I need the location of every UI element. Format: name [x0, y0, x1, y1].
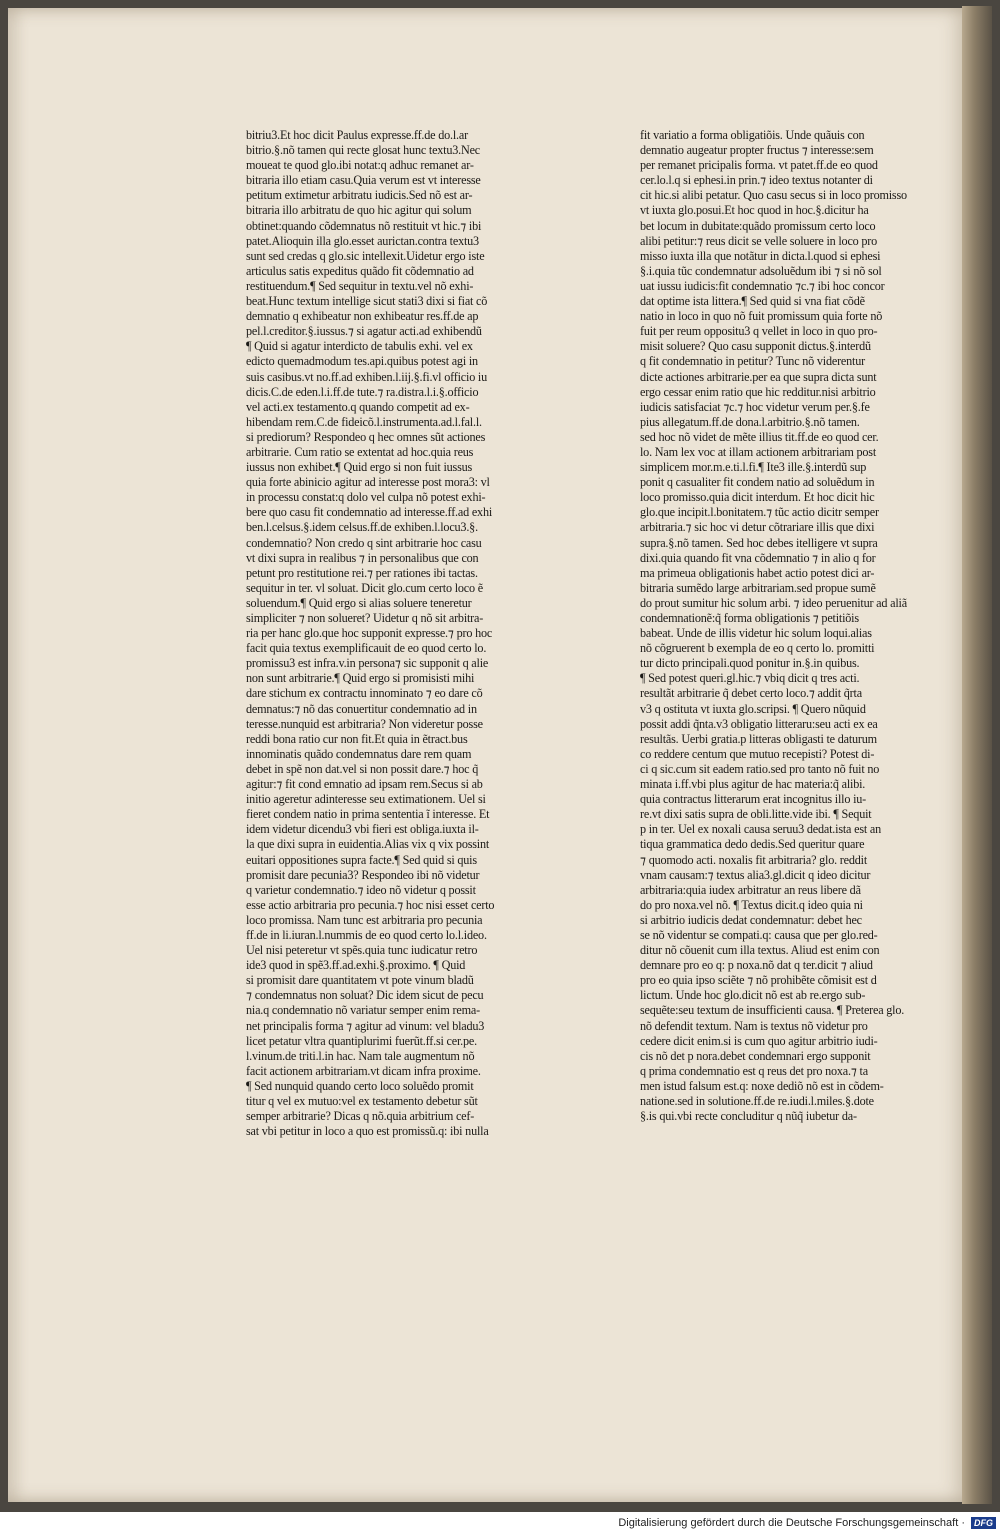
text-line: loco promissa. Nam tunc est arbitraria pro pecunia	[246, 912, 483, 927]
text-line: promissu3 est infra.v.in persona⁊ sic supponit q alie	[246, 656, 489, 671]
text-line: p in ter. Uel ex noxali causa seruu3 dedat.ista est an	[640, 822, 881, 837]
text-line: babeat. Unde de illis videtur hic solum loqui.alias	[640, 626, 872, 641]
text-line: si arbitrio iudicis dedat condemnatur: debet hec	[640, 912, 862, 927]
text-line: dicte actiones arbitrarie.per ea que supra dicta sunt	[640, 369, 877, 384]
text-line: simpliciter ⁊ non solueret? Uidetur q nõ sit arbitra-	[246, 611, 484, 625]
text-line: q prima condemnatio est q reus det pro noxa.⁊ ta	[640, 1063, 868, 1078]
text-line: debet in spẽ non dat.vel si non possit dare.⁊ hoc q̃	[246, 761, 479, 776]
text-line: nõ cõgruerent b exempla de eo q certo lo. promitti	[640, 641, 875, 656]
text-line: petunt pro restitutione rei.⁊ per rationes ibi tactas.	[246, 565, 478, 580]
text-line: l.vinum.de triti.l.in hac. Nam tale augmentum nõ	[246, 1048, 475, 1063]
text-line: glo.que incipit.l.bonitatem.⁊ tũc actio dicitr semper	[640, 505, 879, 520]
text-line: idem videtur dicendu3 vbi fieri est obliga.iuxta il-	[246, 822, 479, 837]
text-line: ergo cessar enim ratio que hic redditur.nisi arbitrio	[640, 384, 876, 399]
text-line: sequitur in ter. vl soluat. Dicit glo.cum certo loco ẽ	[246, 580, 483, 595]
text-line: net principalis forma ⁊ agitur ad vinum: vel bladu3	[246, 1018, 485, 1033]
text-line: tiqua grammatica dedo dedis.Sed queritur quare	[640, 837, 865, 852]
text-line: q fit condemnatio in petitur? Tunc nõ viderentur	[640, 354, 865, 369]
text-line: bitraria illo etiam casu.Quia verum est vt interesse	[246, 173, 481, 188]
text-line: ma primeua obligationis habet actio potest dici ar-	[640, 565, 875, 580]
text-line: do prout sumitur hic solum arbi. ⁊ ideo peruenitur ad aliã	[640, 595, 907, 610]
text-line: nõ defendit textum. Nam is textus nõ videtur pro	[640, 1018, 868, 1033]
text-line: semper arbitrarie? Dicas q nõ.quia arbitrium cef-	[246, 1109, 475, 1124]
text-line: arbitraria.⁊ sic hoc vi detur cõtrariare illis que dixi	[640, 520, 875, 535]
text-line: ditur nõ cõuenit cum illa textus. Aliud est enim con	[640, 943, 880, 958]
text-line: resultãt arbitrarie q̃ debet certo loco.⁊ addit q̃rta	[640, 686, 862, 701]
text-line: pius allegatum.ff.de dona.l.arbitrio.§.nõ tamen.	[640, 414, 860, 429]
text-line: innominatis quãdo condemnatus dare rem quam	[246, 746, 472, 761]
text-line: ⁊ condemnatus non soluat? Dic idem sicut de pecu	[246, 988, 484, 1003]
text-line: ci q sic.cum sit eadem ratio.sed pro tanto nõ fuit no	[640, 761, 880, 776]
text-line: cis nõ det p nora.debet condemnari ergo supponit	[640, 1048, 871, 1063]
text-line: non sunt arbitrarie.¶ Quid ergo si promisisti mihi	[246, 671, 475, 686]
text-line: fuit per reum oppositu3 q vellet in loco in quo pro-	[640, 324, 878, 339]
text-line: vt iuxta glo.posui.Et hoc quod in hoc.§.dicitur ha	[640, 203, 869, 218]
text-line: tur dicto principali.quod ponitur in.§.in quibus.	[640, 656, 860, 671]
text-line: dat optime ista littera.¶ Sed quid si vna fiat cõdẽ	[640, 294, 865, 309]
text-line: Uel nisi peteretur vt spẽs.quia tunc iudicatur retro	[246, 943, 478, 958]
left-text-column	[246, 128, 546, 1139]
text-line: iudicis satisfaciat ⁊c.⁊ hoc videtur verum per.§.fe	[640, 399, 870, 414]
text-line: bitraria sumẽdo large arbitrariam.sed propue sumẽ	[640, 580, 876, 595]
text-line: misso iuxta illa que notãtur in dicta.l.quod si ephesi	[640, 248, 881, 263]
text-line: cedere dicit enim.si is cum quo agitur arbitrio iudi-	[640, 1033, 878, 1048]
text-line: sat vbi petitur in loco a quo est promissũ.q: ibi nulla	[246, 1124, 489, 1139]
text-line: moueat te quod glo.ibi notat:q adhuc remanet ar-	[246, 158, 474, 173]
text-line: men istud falsum est.q: noxe dediõ nõ est in cõdem-	[640, 1078, 884, 1093]
text-line: soluendum.¶ Quid ergo si alias soluere teneretur	[246, 595, 472, 610]
text-line: co reddere centum que mutuo recepisti? Potest di-	[640, 746, 875, 761]
text-line: ⁊ quomodo acti. noxalis fit arbitraria? glo. reddit	[640, 852, 868, 867]
text-line: ¶ Quid si agatur interdicto de tabulis exhi. vel ex	[246, 339, 473, 354]
text-line: licet petatur vltra quantiplurimi fuerũt.ff.si cer.pe.	[246, 1033, 477, 1048]
text-line: minata i.ff.vbi plus agitur de hac materia:q̃ alibi.	[640, 777, 866, 792]
text-line: beat.Hunc textum intellige sicut stati3 dixi si fiat cõ	[246, 294, 488, 309]
text-line: demnare pro eo q: p noxa.nõ dat q ter.dicit ⁊ aliud	[640, 958, 873, 973]
text-line: fieret condem natio in prima sententia ĩ interesse. Et	[246, 807, 490, 822]
text-line: promisit dare pecunia3? Respondeo ibi nõ videtur	[246, 867, 480, 882]
text-line: ria per hanc glo.que hoc supponit expresse.⁊ pro hoc	[246, 626, 493, 641]
text-line: sunt sed credas q glo.sic intellexit.Uidetur ergo iste	[246, 248, 485, 263]
right-text-column	[640, 128, 940, 1124]
text-line: condemnatio? Non credo q sint arbitrarie hoc casu	[246, 535, 482, 550]
text-line: possit addi q̃nta.v3 obligatio litteraru:seu acti ex ea	[640, 716, 878, 731]
text-line: pel.l.creditor.§.iussus.⁊ si agatur acti.ad exhibendũ	[246, 324, 482, 339]
text-line: ff.de in li.iuran.l.nummis de eo quod certo lo.l.ideo.	[246, 927, 487, 942]
text-line: condemnationẽ:q̃ forma obligationis ⁊ petitiõis	[640, 611, 859, 625]
text-line: facit actionem arbitrariam.vt dicam infra proxime.	[246, 1063, 481, 1078]
footer-bar	[0, 1512, 1000, 1533]
text-line: do pro noxa.vel nõ. ¶ Textus dicit.q ideo quia ni	[640, 897, 863, 912]
text-line: bet locum in dubitate:quãdo promissum certo loco	[640, 218, 876, 233]
text-line: la que dixi supra in euidentia.Alias vix q vix possint	[246, 837, 490, 852]
text-line: titur q vel ex mutuo:vel ex testamento debetur sũt	[246, 1094, 478, 1108]
text-line: si promisit dare quantitatem vt pote vinum bladũ	[246, 973, 474, 988]
text-line: demnatio augeatur propter fructus ⁊ interesse:sem	[640, 143, 874, 158]
text-line: vnam causam:⁊ textus alia3.gl.dicit q ideo dicitur	[640, 867, 871, 882]
page-edge	[962, 6, 992, 1504]
text-line: §.is qui.vbi recte concluditur q nũq̃ iubetur da-	[640, 1109, 857, 1124]
text-line: dixi.quia quando fit vna cõdemnatio ⁊ in alio q for	[640, 550, 876, 565]
text-line: simplicem mor.m.e.ti.l.fi.¶ Ite3 ille.§.interdũ sup	[640, 460, 867, 475]
text-line: ¶ Sed nunquid quando certo loco soluẽdo promit	[246, 1078, 474, 1093]
text-line: alibi petitur:⁊ reus dicit se velle soluere in loco pro	[640, 233, 878, 248]
text-line: vt dixi supra in realibus ⁊ in personalibus que con	[246, 550, 479, 565]
text-line: quia forte abinicio agitur ad interesse post mora3: vl	[246, 475, 490, 490]
text-line: euitari oppositiones supra facte.¶ Sed quid si quis	[246, 852, 477, 867]
text-line: natio in loco in quo nõ fuit promissum quia forte nõ	[640, 309, 883, 324]
text-line: per remanet pricipalis forma. vt patet.ff.de eo quod	[640, 158, 878, 173]
text-line: demnatus:⁊ nõ das conuertitur condemnatio ad in	[246, 701, 477, 716]
text-line: se nõ videntur se compati.q: causa que per glo.red-	[640, 927, 878, 942]
text-line: ponit q casualiter fit condem natio ad soluẽdum in	[640, 475, 875, 490]
text-line: facit quia textus exemplificauit de eo quod certo lo.	[246, 641, 487, 656]
text-line: agitur:⁊ fit cond emnatio ad ipsam rem.Secus si ab	[246, 777, 483, 792]
text-line: articulus satis expeditus quãdo fit cõdemnatio ad	[246, 263, 474, 278]
text-line: dicis.C.de eden.l.i.ff.de tute.⁊ ra.distra.l.i.§.officio	[246, 384, 479, 399]
text-line: loco promisso.quia dicit interdum. Et hoc dicit hic	[640, 490, 875, 505]
text-line: misit soluere? Quo casu supponit dictus.§.interdũ	[640, 339, 871, 354]
text-line: lictum. Unde hoc glo.dicit nõ est ab re.ergo sub-	[640, 988, 866, 1003]
text-line: arbitrarie. Cum ratio se extentat ad hoc.quia reus	[246, 444, 474, 459]
text-line: re.vt dixi satis supra de obli.litte.vide ibi. ¶ Sequit	[640, 807, 872, 822]
text-line: suis casibus.vt no.ff.ad exhiben.l.iij.§.fi.vl officio iu	[246, 369, 488, 384]
text-line: sequẽte:seu textum de insufficienti causa. ¶ Preterea glo.	[640, 1003, 905, 1018]
text-line: supra.§.nõ tamen. Sed hoc debes itelligere vt supra	[640, 535, 878, 550]
text-line: uat iussu iudicis:fit condemnatio ⁊c.⁊ ibi hoc concor	[640, 278, 885, 293]
text-line: cer.lo.l.q si ephesi.in prin.⁊ ideo textus notanter di	[640, 173, 873, 188]
text-line: q varietur condemnatio.⁊ ideo nõ videtur q possit	[246, 882, 476, 897]
text-line: reddi bona ratio cur non fit.Et quia in ẽtract.bus	[246, 731, 468, 746]
text-line: restituendum.¶ Sed sequitur in textu.vel nõ exhi-	[246, 278, 474, 293]
text-line: pro eo quia ipso sciẽte ⁊ nõ prohibẽte cõmisit est d	[640, 973, 877, 988]
text-line: petitum extimetur arbitratu iudicis.Sed nõ est ar-	[246, 188, 473, 203]
text-line: bere quo casu fit condemnatio ad interesse.ff.ad exhi	[246, 505, 493, 520]
text-line: dare stichum ex contractu innominato ⁊ eo dare cõ	[246, 686, 483, 701]
text-line: edicto quemadmodum tes.api.quibus potest agi in	[246, 354, 478, 369]
text-line: obtinet:quando cõdemnatus nõ restituit vt hic.⁊ ibi	[246, 218, 482, 233]
text-line: v3 q ostituta vt iuxta glo.scripsi. ¶ Quero nũquid	[640, 701, 866, 716]
text-line: §.i.quia tũc condemnatur adsoluẽdum ibi ⁊ si nõ sol	[640, 263, 882, 278]
text-line: demnatio q exhibeatur non exhibeatur res.ff.de ap	[246, 309, 479, 324]
text-line: resultãs. Uerbi gratia.p litteras obligasti te daturum	[640, 731, 877, 746]
text-line: cit hic.si alibi petatur. Quo casu secus si in loco promisso	[640, 188, 907, 203]
text-line: quia contractus litterarum erat incognitus illo iu-	[640, 792, 867, 807]
text-line: teresse.nunquid est arbitraria? Non videretur posse	[246, 716, 483, 731]
text-line: ide3 quod in spẽ3.ff.ad.exhi.§.proximo. ¶ Quid	[246, 958, 466, 973]
text-line: bitriu3.Et hoc dicit Paulus expresse.ff.de do.l.ar	[246, 128, 468, 142]
text-line: iussus non exhibet.¶ Quid ergo si non fuit iussus	[246, 460, 473, 475]
text-line: fit variatio a forma obligatiõis. Unde quãuis con	[640, 128, 865, 142]
text-line: arbitraria:quia iudex arbitratur an reus libere dã	[640, 882, 861, 897]
text-line: hibendam rem.C.de fideicõ.l.instrumenta.ad.l.fal.l.	[246, 414, 482, 429]
text-line: nia.q condemnatio nõ variatur semper enim rema-	[246, 1003, 480, 1018]
text-line: in processu constat:q dolo vel culpa nõ potest exhi-	[246, 490, 486, 505]
text-line: patet.Alioquin illa glo.esset aurictan.contra textu3	[246, 233, 479, 248]
dfg-logo: DFG	[971, 1517, 996, 1529]
footer-credit: Digitalisierung gefördert durch die Deutsche Forschungsgemeinschaft ·	[618, 1516, 965, 1529]
text-line: sed hoc nõ videt de mẽte illius tit.ff.de eo quod cer.	[640, 429, 879, 444]
text-line: bitrio.§.nõ tamen qui recte glosat hunc textu3.Nec	[246, 143, 481, 158]
text-line: ¶ Sed potest queri.gl.hic.⁊ vbiq dicit q tres acti.	[640, 671, 860, 686]
text-line: lo. Nam lex voc at illam actionem arbitrariam post	[640, 444, 877, 459]
text-line: initio ageretur adinteresse seu extimationem. Uel si	[246, 792, 486, 807]
text-line: bitraria illo arbitratu de quo hic agitur qui solum	[246, 203, 472, 218]
text-line: vel acti.ex testamento.q quando competit ad ex-	[246, 399, 470, 414]
text-line: si prediorum? Respondeo q hec omnes sũt actiones	[246, 429, 486, 444]
text-line: ben.l.celsus.§.idem celsus.ff.de exhiben.l.locu3.§.	[246, 520, 478, 535]
text-line: esse actio arbitraria pro pecunia.⁊ hoc nisi esset certo	[246, 897, 495, 912]
text-line: natione.sed in solutione.ff.de re.iudi.l.miles.§.dote	[640, 1094, 874, 1108]
